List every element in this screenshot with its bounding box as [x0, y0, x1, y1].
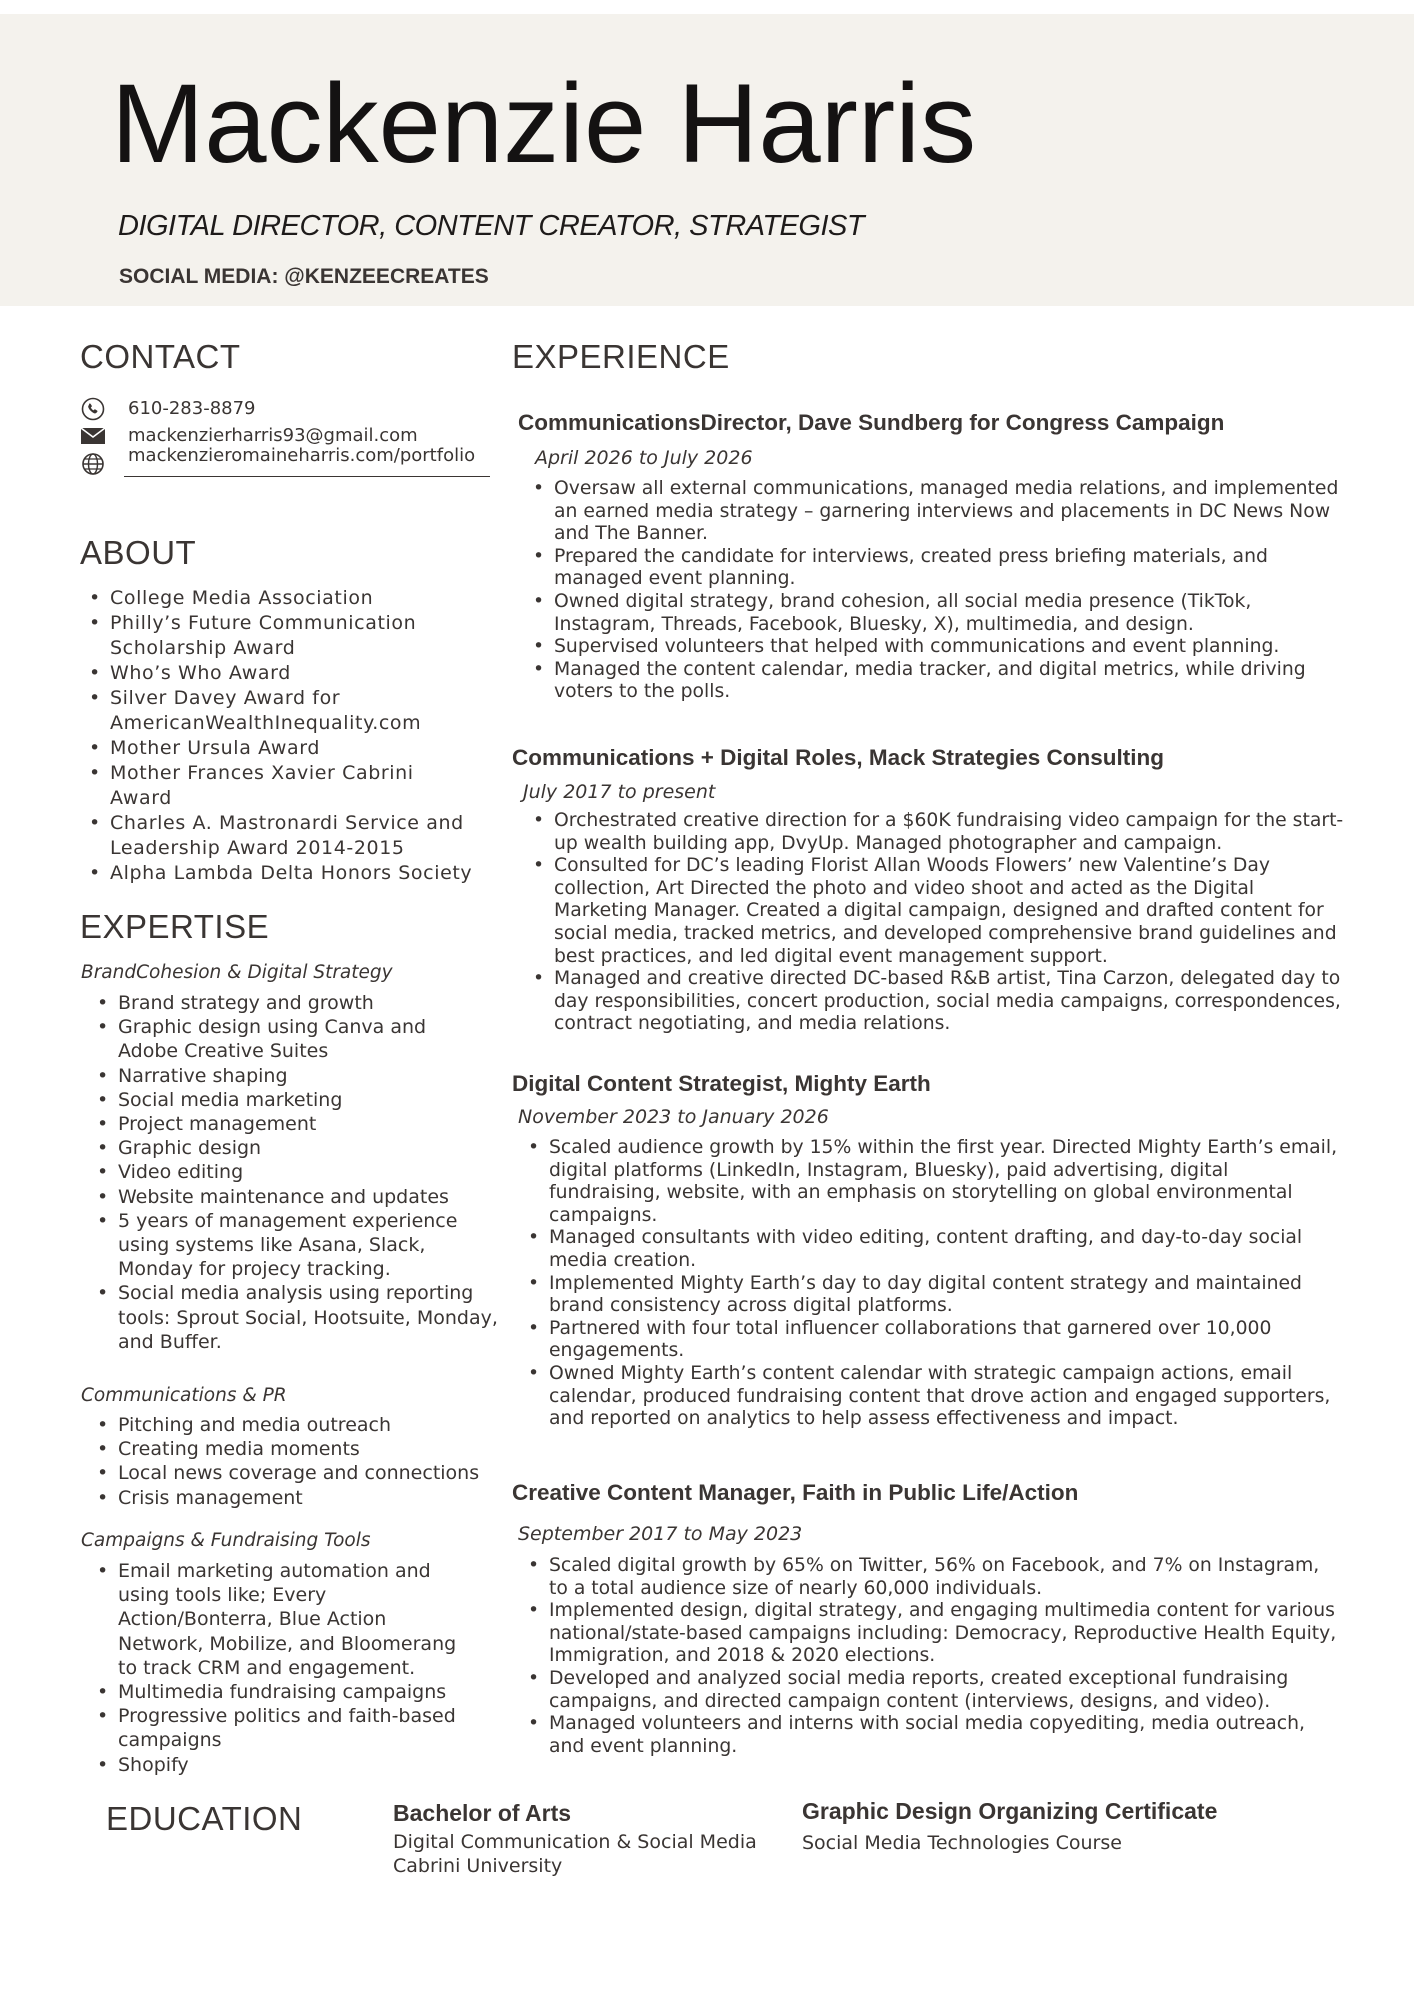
list-item: • Philly’s Future Communication Scholarship Award: [81, 611, 450, 661]
list-item: • Who’s Who Award: [81, 661, 501, 686]
list-item: • Alpha Lambda Delta Honors Society: [81, 861, 501, 886]
contact-divider: [124, 476, 490, 477]
list-item: • Supervised volunteers that helped with communications and event planning.: [525, 636, 1345, 659]
certificate-title: Graphic Design Organizing Certificate: [802, 1798, 1218, 1824]
list-item: • Email marketing automation and using tools like; Every Action/Bonterra, Blue Action Network, Mobilize, and Bloomerang to track CRM and engagement.: [89, 1559, 468, 1680]
mail-icon: [80, 425, 106, 447]
contact-website[interactable]: mackenzieromaineharris.com/portfolio: [128, 445, 476, 466]
list-item: • 5 years of management experience using systems like Asana, Slack, Monday for projecy tracking.: [89, 1209, 503, 1282]
list-item: • Mother Frances Xavier Cabrini Award: [81, 761, 450, 811]
contact-phone: 610-283-8879: [128, 398, 256, 419]
list-item: • Implemented Mighty Earth’s day to day digital content strategy and maintained brand consistency across digital platforms.: [520, 1273, 1340, 1318]
list-item: • Scaled digital growth by 65% on Twitter, 56% on Facebook, and 7% on Instagram, to a total audience size of nearly 60,000 individuals.: [520, 1555, 1340, 1600]
job-dates: July 2017 to present: [523, 781, 716, 803]
list-item: • Social media analysis using reporting tools: Sprout Social, Hootsuite, Monday, and Buffer.: [89, 1281, 503, 1354]
list-item: • Narrative shaping: [89, 1064, 509, 1088]
job-dates: April 2026 to July 2026: [535, 447, 753, 469]
list-item: • Managed and creative directed DC-based R&B artist, Tina Carzon, delegated day to day responsibilities, concert production, social media campaigns, correspondences, contract negotiating, and media relations.: [525, 968, 1345, 1036]
social-handle: SOCIAL MEDIA: @KENZEECREATES: [119, 265, 489, 288]
expertise-group-heading: Communications & PR: [81, 1385, 287, 1406]
list-item: • Brand strategy and growth: [89, 991, 509, 1015]
list-item: • Progressive politics and faith-based campaigns: [89, 1704, 503, 1752]
list-item: • Graphic design using Canva and Adobe Creative Suites: [89, 1015, 458, 1063]
list-item: • Website maintenance and updates: [89, 1185, 509, 1209]
list-item: • Prepared the candidate for interviews, created press briefing materials, and managed event planning.: [525, 546, 1345, 591]
expertise-list: [89, 991, 509, 1354]
list-item: • Managed the content calendar, media tracker, and digital metrics, while driving voters to the polls.: [525, 659, 1345, 704]
degree-school: Cabrini University: [393, 1855, 563, 1877]
degree-detail: Digital Communication & Social Media: [393, 1831, 757, 1853]
contact-website-row[interactable]: [80, 445, 475, 467]
list-item: • Crisis management: [89, 1486, 509, 1510]
list-item: • Mother Ursula Award: [81, 736, 501, 761]
list-item: • Owned Mighty Earth’s content calendar with strategic campaign actions, email calendar, produced fundraising content that drove action and engaged supporters, and reported on analytics to help assess effectiveness and impact.: [520, 1363, 1340, 1431]
list-item: • Shopify: [89, 1753, 509, 1777]
list-item: • Developed and analyzed social media reports, created exceptional fundraising campaigns, and directed campaign content (interviews, designs, and video).: [520, 1668, 1340, 1713]
list-item: • Charles A. Mastronardi Service and Leadership Award 2014-2015: [81, 811, 495, 861]
expertise-list: [89, 1559, 509, 1777]
list-item: • Project management: [89, 1112, 509, 1136]
list-item: • Local news coverage and connections: [89, 1461, 509, 1485]
tagline: DIGITAL DIRECTOR, CONTENT CREATOR, STRATEGIST: [118, 210, 865, 242]
phone-icon: [80, 398, 106, 420]
list-item: • Implemented design, digital strategy, and engaging multimedia content for various national/state-based campaigns including: Democracy, Reproductive Health Equity, Immigration, and 2018 & 2020 elections.: [520, 1600, 1340, 1668]
degree-title: Bachelor of Arts: [393, 1800, 572, 1826]
expertise-group-heading: Campaigns & Fundraising Tools: [81, 1530, 371, 1551]
list-item: • Consulted for DC’s leading Florist Allan Woods Flowers’ new Valentine’s Day collection, Art Directed the photo and video shoot and acted as the Digital Marketing Manager. Created a digital campaign, designed and drafted content for social media, tracked metrics, and developed comprehensive brand guidelines and best practices, and led digital event management support.: [525, 855, 1345, 968]
list-item: • Social media marketing: [89, 1088, 509, 1112]
list-item: • Owned digital strategy, brand cohesion, all social media presence (TikTok, Instagram, Threads, Facebook, Bluesky, X), multimedia, and design.: [525, 591, 1345, 636]
list-item: • College Media Association: [81, 586, 501, 611]
education-heading: EDUCATION: [106, 1800, 303, 1837]
list-item: • Orchestrated creative direction for a $60K fundraising video campaign for the start-up wealth building app, DvyUp. Managed photographer and campaign.: [525, 810, 1345, 855]
certificate-detail: Social Media Technologies Course: [802, 1832, 1122, 1854]
list-item: • Oversaw all external communications, managed media relations, and implemented an earned media strategy – garnering interviews and placements in DC News Now and The Banner.: [525, 478, 1345, 546]
contact-phone-row: [80, 398, 256, 420]
about-heading: ABOUT: [80, 534, 197, 571]
list-item: • Pitching and media outreach: [89, 1413, 509, 1437]
job-title: Communications + Digital Roles, Mack Strategies Consulting: [512, 745, 1164, 770]
expertise-heading: EXPERTISE: [80, 908, 270, 945]
job-bullets: [520, 1555, 1340, 1758]
list-item: • Creating media moments: [89, 1437, 509, 1461]
job-dates: November 2023 to January 2026: [518, 1106, 829, 1128]
list-item: • Scaled audience growth by 15% within the first year. Directed Mighty Earth’s email, digital platforms (LinkedIn, Instagram, Bluesky), paid advertising, digital fundraising, website, with an emphasis on storytelling on global environmental campaigns.: [520, 1137, 1340, 1227]
expertise-list: [89, 1413, 509, 1510]
expertise-group-heading: BrandCohesion & Digital Strategy: [81, 962, 393, 983]
job-title: Digital Content Strategist, Mighty Earth: [512, 1071, 931, 1096]
job-bullets: [525, 478, 1345, 704]
job-bullets: [525, 810, 1345, 1036]
contact-heading: CONTACT: [80, 338, 241, 375]
contact-email-row[interactable]: [80, 425, 418, 447]
job-title: Creative Content Manager, Faith in Public Life/Action: [512, 1480, 1079, 1505]
list-item: • Video editing: [89, 1160, 509, 1184]
experience-heading: EXPERIENCE: [512, 338, 730, 375]
candidate-name: Mackenzie Harris: [111, 61, 977, 186]
job-title: CommunicationsDirector, Dave Sundberg for Congress Campaign: [518, 410, 1225, 435]
about-list: [81, 586, 501, 886]
list-item: • Silver Davey Award for AmericanWealthInequality.com: [81, 686, 410, 736]
list-item: • Managed consultants with video editing, content drafting, and day-to-day social media creation.: [520, 1227, 1340, 1272]
job-dates: September 2017 to May 2023: [518, 1523, 803, 1545]
globe-icon: [81, 452, 105, 476]
list-item: • Graphic design: [89, 1136, 509, 1160]
contact-email[interactable]: mackenzierharris93@gmail.com: [128, 425, 418, 446]
list-item: • Multimedia fundraising campaigns: [89, 1680, 509, 1704]
job-bullets: [520, 1137, 1340, 1431]
list-item: • Partnered with four total influencer collaborations that garnered over 10,000 engagements.: [520, 1318, 1340, 1363]
list-item: • Managed volunteers and interns with social media copyediting, media outreach, and event planning.: [520, 1713, 1340, 1758]
